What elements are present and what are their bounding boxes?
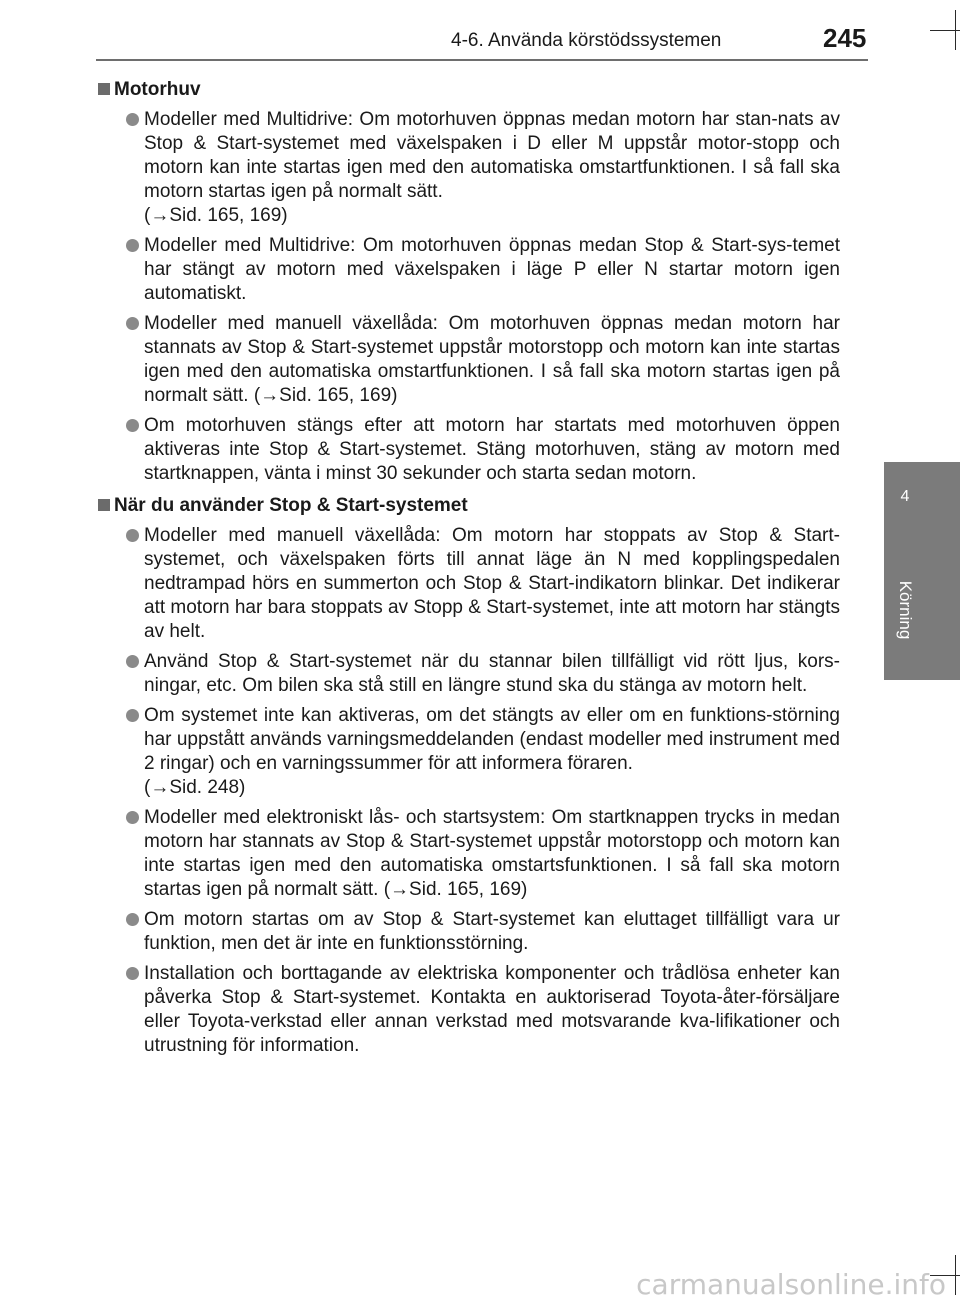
bullet-text: Modeller med Multidrive: Om motorhuven öppnas medan Stop & Start-sys-temet har stängt av motorn med växelspaken i läge P eller N startar motorn igen automatiskt.	[144, 235, 840, 304]
bullet-dot-icon	[126, 913, 139, 926]
heading-square-icon	[98, 499, 110, 511]
bullet-item	[96, 650, 840, 698]
section-title: 4-6. Använda körstödssystemen	[451, 30, 722, 51]
bullet-item	[96, 414, 840, 486]
page-number: 245	[823, 23, 867, 53]
page-reference: (→Sid. 165, 169)	[253, 385, 398, 406]
bullet-text: Om systemet inte kan aktiveras, om det stängts av eller om en funktions-störning har uppstått används varningsmeddelanden (endast modeller med instrument med 2 ringar) och en varningssummer för att informera föraren.	[144, 705, 840, 774]
crop-mark-bottom-v	[955, 1255, 956, 1295]
bullet-dot-icon	[126, 811, 139, 824]
bullet-text: Om motorhuven stängs efter att motorn har startats med motorhuven öppen aktiveras inte Stop & Start-systemet. Stäng motorhuven, stäng av motorn med startknappen, vänta i minst 30 sekunder och starta sedan motorn.	[144, 415, 840, 484]
watermark: carmanualsonline.info	[636, 1268, 946, 1301]
bullet-item	[96, 234, 840, 306]
bullet-text: Om motorn startas om av Stop & Start-systemet kan eluttaget tillfälligt vara ur funktion, men det är inte en funktionsstörning.	[144, 909, 840, 954]
heading-square-icon	[98, 83, 110, 95]
bullet-item	[96, 908, 840, 956]
bullet-dot-icon	[126, 709, 139, 722]
bullet-text: Modeller med manuell växellåda: Om motorhuven öppnas medan motorn har stannats av Stop & Start-systemet uppstår motorstopp och motorn kan inte startas igen med den automatiska omstartfunktionen. I så fall ska motorn startas igen på normalt sätt.	[144, 313, 840, 406]
bullet-text: Modeller med Multidrive: Om motorhuven öppnas medan motorn har stan-nats av Stop & Start-systemet med växelspaken i D eller M uppstår motor-stopp och motorn kan inte startas igen med den automatiska omstartfunktionen. I så fall ska motorn startas igen på normalt sätt.	[144, 109, 840, 202]
bullet-dot-icon	[126, 239, 139, 252]
bullet-dot-icon	[126, 317, 139, 330]
bullet-text: Använd Stop & Start-systemet när du stannar bilen tillfälligt vid rött ljus, kors-ningar, etc. Om bilen ska stå still en längre stund ska du stänga av motorn helt.	[144, 651, 840, 696]
bullet-dot-icon	[126, 529, 139, 542]
chapter-label: Körning	[896, 580, 915, 640]
bullet-item	[96, 704, 840, 800]
bullet-item	[96, 806, 840, 902]
header-divider	[96, 59, 868, 61]
page-reference: (→Sid. 248)	[144, 777, 246, 798]
bullet-item	[96, 962, 840, 1058]
chapter-number: 4	[900, 488, 910, 505]
page-reference: (→Sid. 165, 169)	[383, 879, 528, 900]
page-content	[96, 74, 840, 1058]
bullet-text: Modeller med manuell växellåda: Om motorn har stoppats av Stop & Start-systemet, och växelspaken förts till annat läge än N med kopplingspedalen nedtrampad hörs en summerton och Stop & Start-indikatorn blinkar. Det indikerar att motorn har bara stoppats av Stopp & Start-systemet, inte att motorn har stängts av helt.	[144, 525, 840, 642]
bullet-dot-icon	[126, 655, 139, 668]
bullet-text: Modeller med elektroniskt lås- och startsystem: Om startknappen trycks in medan motorn har stannats av Stop & Start-systemet uppstår motorstopp och motorn kan inte startas igen med den automatiska omstartsfunktionen. I så fall ska motorn startas igen på normalt sätt.	[144, 807, 840, 900]
bullet-item	[96, 108, 840, 228]
bullet-item	[96, 312, 840, 408]
bullet-dot-icon	[126, 419, 139, 432]
bullet-dot-icon	[126, 967, 139, 980]
bullet-dot-icon	[126, 113, 139, 126]
bullet-text: Installation och borttagande av elektriska komponenter och trådlösa enheter kan påverka Stop & Start-systemet. Kontakta en auktoriserad Toyota-åter-försäljare eller Toyota-verkstad eller annan verkstad med motsvarande kva-lifikationer och utrustning för information.	[144, 963, 840, 1056]
section-heading-text: Motorhuv	[114, 79, 201, 100]
crop-mark-top-v	[955, 10, 956, 50]
section-heading-text: När du använder Stop & Start-systemet	[114, 495, 468, 516]
bullet-item	[96, 524, 840, 644]
page-reference: (→Sid. 165, 169)	[144, 205, 288, 226]
section-heading	[96, 494, 840, 518]
section-heading	[96, 78, 840, 102]
